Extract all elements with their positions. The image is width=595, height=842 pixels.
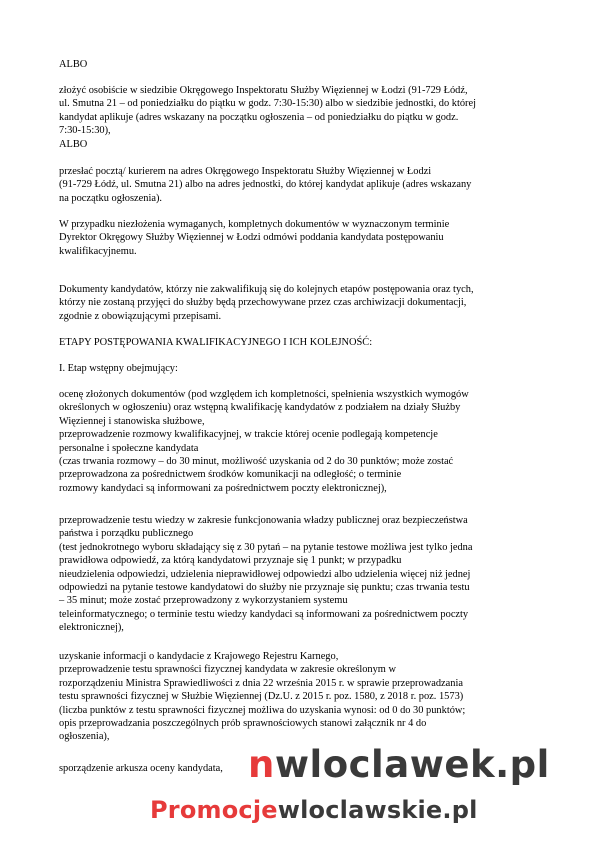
watermark-letter-n: n <box>248 743 275 786</box>
watermark-domain-1: wloclawek.pl <box>274 743 550 786</box>
section-heading-stages: ETAPY POSTĘPOWANIA KWALIFIKACYJNEGO I ICH KOLEJNOŚĆ: <box>59 337 373 348</box>
paragraph-send-by-post: przesłać pocztą/ kurierem na adres Okręgowego Inspektoratu Służby Więziennej w Łodzi (91-729 Łódź, ul. Smutna 21) albo na adres jednostki, do której kandydat aplikuje (adres wskazany na początku ogłoszenia). <box>59 166 472 204</box>
stage-one-evaluation-sheet: sporządzenie arkusza oceny kandydata, <box>59 763 223 774</box>
watermark-promocje: Promocje <box>150 796 278 824</box>
stage-one-list-part-1: ocenę złożonych dokumentów (pod względem ich kompletności, spełnienia wszystkich wymogów określonych w ogłoszeniu) oraz wstępną kwalifikację kandydatów z podziałem na działy Służby Więziennej i stanowiska służbowe, przeprowadzenie rozmowy kwalifikacyjnej, w trakcie której ocenie podlegają kompetencje personalne i społeczne kandydata (czas trwania rozmowy – do 30 minut, możliwość uzyskania od 2 do 30 punktów; może zostać przeprowadzona za pośrednictwem środków komunikacji na odległość; o terminie rozmowy kandydaci są informowani za pośrednictwem poczty elektronicznej), <box>59 389 469 494</box>
paragraph-missing-documents: W przypadku niezłożenia wymaganych, kompletnych dokumentów w wyznaczonym terminie Dyrektor Okręgowy Służby Więziennej w Łodzi odmówi poddania kandydata postępowaniu kwalifikacyjnemu. <box>59 219 450 257</box>
paragraph-albo-1: ALBO <box>59 59 88 70</box>
watermark-promocje-logo <box>150 796 478 824</box>
watermark-domain-2: wloclawskie.pl <box>277 796 478 824</box>
watermark-wloclawek-logo <box>248 743 550 786</box>
stage-one-list-part-2: uzyskanie informacji o kandydacie z Krajowego Rejestru Karnego, przeprowadzenie testu sprawności fizycznej kandydata w zakresie określonym w rozporządzeniu Ministra Sprawiedliwości z dnia 22 września 2015 r. w sprawie przeprowadzania testu sprawności fizycznej w Służbie Więziennej (Dz.U. z 2015 r. poz. 1580, z 2018 r. poz. 1573) (liczba punktów z testu sprawności fizycznej możliwa do uzyskania wynosi: od 0 do 30 punktów; opis przeprowadzania poszczególnych prób sprawnościowych stanowi załącznik nr 4 do ogłoszenia), <box>59 651 466 743</box>
paragraph-document-storage: Dokumenty kandydatów, którzy nie zakwalifikują się do kolejnych etapów postępowania oraz tych, którzy nie zostaną przyjęci do służby będą przechowywane przez czas archiwizacji dokumentacji, zgodnie z obowiązującymi przepisami. <box>59 284 474 322</box>
paragraph-submit-in-person: złożyć osobiście w siedzibie Okręgowego Inspektoratu Służby Więziennej w Łodzi (91-729 Łódź, ul. Smutna 21 – od poniedziałku do piątku w godz. 7:30-15:30) albo w siedzibie jednostki, do której kandydat aplikuje (adres wskazany na początku ogłoszenia – od poniedziałku do piątku w godz. 7:30-15:30), ALBO <box>59 85 477 150</box>
stage-one-knowledge-test: przeprowadzenie testu wiedzy w zakresie funkcjonowania władzy publicznej oraz bezpieczeństwa państwa i porządku publicznego (test jednokrotnego wyboru składający się z 30 pytań – na pytanie testowe możliwa jest tylko jedna prawidłowa odpowiedź, za którą kandydatowi przyznaje się 1 punkt; w przypadku nieudzielenia odpowiedzi, udzielenia nieprawidłowej odpowiedzi albo udzielenia więcej niż jednej odpowiedzi na pytanie testowe kandydatowi do służby nie przyznaje się punktu; czas trwania testu – 35 minut; może zostać przeprowadzony z wykorzystaniem systemu teleinformatycznego; o terminie testu wiedzy kandydaci są informowani za pośrednictwem poczty elektronicznej), <box>59 515 473 634</box>
stage-one-heading: I. Etap wstępny obejmujący: <box>59 363 178 374</box>
